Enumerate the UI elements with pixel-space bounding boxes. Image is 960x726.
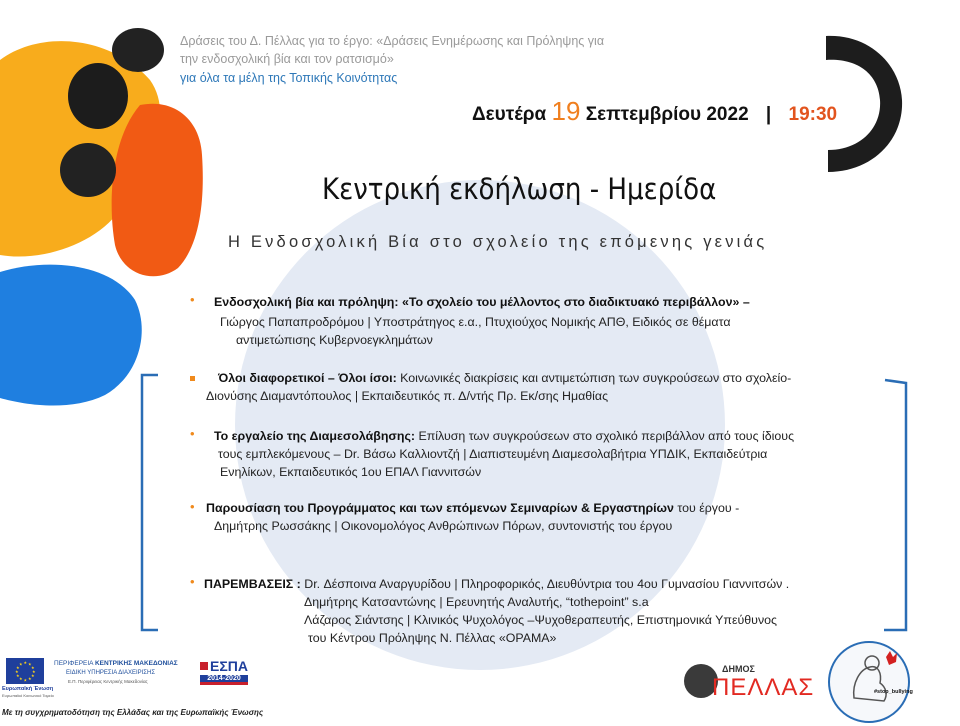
program-item-2-heading: Όλοι διαφορετικοί – Όλοι ίσοι: <box>218 371 397 385</box>
region-line-3: Ε.Π. Περιφέρειας Κεντρικής Μακεδονίας <box>68 679 148 684</box>
dark-stone-top <box>112 28 164 72</box>
svg-text:★: ★ <box>31 665 35 670</box>
header-line-1: Δράσεις του Δ. Πέλλας για το έργο: «Δράσεις Ενημέρωσης και Πρόληψης για <box>180 34 605 48</box>
program-item-5-rest: Dr. Δέσποινα Αναργυρίδου | Πληροφορικός, Διευθύντρια του 4ου Γυμνασίου Γιαννιτσών . <box>300 577 790 591</box>
svg-text:★: ★ <box>19 676 23 681</box>
eu-caption: Ευρωπαϊκή Ένωση <box>2 686 54 692</box>
espa-mark-icon <box>200 662 208 670</box>
program-item-5-heading: ΠΑΡΕΜΒΑΣΕΙΣ : <box>204 577 301 591</box>
crouching-child-icon <box>830 643 908 721</box>
program-item-2-title <box>218 370 791 387</box>
date-day: 19 <box>551 96 581 126</box>
right-bracket <box>884 380 906 630</box>
program-item-1-line3: αντιμετώπισης Κυβερνοεγκλημάτων <box>236 333 433 347</box>
program-item-3-title <box>214 428 794 445</box>
program-item-1-title <box>214 294 750 311</box>
bullet-5: • <box>190 574 195 589</box>
stop-bullying-logo <box>828 641 913 723</box>
blue-blob <box>0 265 142 406</box>
program-item-5-title <box>204 576 789 593</box>
page-subtitle: Η Ενδοσχολική Βία στο σχολείο της επόμενης γενιάς <box>228 233 768 251</box>
header-line-3: για όλα τα μέλη της Τοπικής Κοινότητας <box>180 71 398 85</box>
region-name: ΚΕΝΤΡΙΚΗΣ ΜΑΚΕΔΟΝΙΑΣ <box>94 660 178 667</box>
program-item-3-rest: Επίλυση των συγκρούσεων στο σχολικό περιβάλλον από τους ίδιους <box>415 429 795 443</box>
program-item-4-line2: Δημήτρης Ρωσσάκης | Οικονομολόγος Ανθρώπινων Πόρων, συντονιστής του έργου <box>214 519 673 533</box>
dimos-label: ΔΗΜΟΣ <box>722 664 755 674</box>
dark-stone-bottom <box>60 143 116 197</box>
stop-bullying-tag: #stop_bullying <box>874 689 913 695</box>
eu-flag-icon <box>6 658 44 684</box>
eu-flag-logo <box>6 658 44 684</box>
orange-stone <box>112 104 203 277</box>
espa-years: 2014-2020 <box>200 675 248 682</box>
date-weekday: Δευτέρα <box>472 104 547 125</box>
svg-text:★: ★ <box>23 660 28 665</box>
funding-note: Με τη συγχρηματοδότηση της Ελλάδας και της Ευρωπαϊκής Ένωσης <box>2 708 264 717</box>
left-bracket <box>142 375 158 630</box>
program-item-4-rest: του έργου - <box>673 501 740 515</box>
region-line-1 <box>54 660 178 667</box>
region-line-2: ΕΙΔΙΚΗ ΥΠΗΡΕΣΙΑ ΔΙΑΧΕΙΡΙΣΗΣ <box>66 670 156 676</box>
header-line-2: την ενδοσχολική βία και τον ρατσισμό» <box>180 52 394 66</box>
svg-text:★: ★ <box>32 669 36 674</box>
svg-text:★: ★ <box>23 677 28 683</box>
svg-text:★: ★ <box>16 673 20 678</box>
bullet-2 <box>190 376 195 381</box>
espa-logo <box>200 658 250 688</box>
program-item-3-line3: Ενηλίκων, Εκπαιδευτικός 1ου ΕΠΑΛ Γιαννιτσών <box>220 465 482 479</box>
svg-text:★: ★ <box>31 673 35 678</box>
program-item-2-line2: Διονύσης Διαμαντόπουλος | Εκπαιδευτικός π. Δ/ντής Πρ. Εκ/σης Ημαθίας <box>206 389 609 403</box>
program-item-5-line4: του Κέντρου Πρόληψης Ν. Πέλλας «ΟΡΑΜΑ» <box>308 631 557 645</box>
black-arc <box>826 36 902 172</box>
event-time: 19:30 <box>788 104 838 125</box>
bullet-4: • <box>190 499 195 514</box>
espa-stripe <box>200 682 248 685</box>
program-item-2-rest: Κοινωνικές διακρίσεις και αντιμετώπιση των συγκρούσεων στο σχολείο- <box>396 371 792 385</box>
program-item-5-line2: Δημήτρης Κατσαντώνης | Ερευνητής Αναλυτής, “tothepoint” s.a <box>304 595 649 609</box>
program-item-5-line3: Λάζαρος Σιάντσης | Κλινικός Ψυχολόγος –Ψυχοθεραπευτής, Επιστημονικά Υπεύθυνος <box>304 613 777 627</box>
svg-text:★: ★ <box>15 669 19 674</box>
svg-text:★: ★ <box>28 661 32 667</box>
bullet-3: • <box>190 426 195 441</box>
region-prefix: ΠΕΡΙΦΕΡΕΙΑ <box>54 660 95 667</box>
program-item-3-line2: τους εμπλεκόμενους – Dr. Βάσω Καλλιοντζή | Διαπιστευμένη Διαμεσολαβήτρια ΥΠΔΙΚ, Εκπαιδεύτρια <box>218 447 768 461</box>
program-item-4-heading: Παρουσίαση του Προγράμματος και των επόμενων Σεμιναρίων & Εργαστηρίων <box>206 501 674 515</box>
eu-caption-2: Ευρωπαϊκό Κοινωνικό Ταμείο <box>2 693 54 698</box>
svg-text:★: ★ <box>19 661 23 667</box>
page-title: Κεντρική εκδήλωση - Ημερίδα <box>322 172 717 206</box>
program-item-4-title <box>206 500 739 517</box>
svg-text:★: ★ <box>28 676 32 681</box>
svg-text:★: ★ <box>16 665 20 670</box>
bullet-1: • <box>190 292 195 307</box>
dark-stone-middle <box>68 63 128 129</box>
date-month-year: Σεπτεμβρίου 2022 <box>585 104 749 125</box>
program-item-3-heading: Το εργαλείο της Διαμεσολάβησης: <box>214 429 416 443</box>
date-separator: | <box>765 104 772 125</box>
dimos-name: ΠΕΛΛΑΣ <box>712 674 815 701</box>
espa-label: ΕΣΠΑ <box>210 658 248 674</box>
event-date <box>472 96 837 127</box>
program-item-1-heading: Ενδοσχολική βία και πρόληψη: «Το σχολείο του μέλλοντος στο διαδικτυακό περιβάλλον» – <box>214 295 750 309</box>
program-item-1-line2: Γιώργος Παπαπροδρόμου | Υποστράτηγος ε.α., Πτυχιούχος Νομικής ΑΠΘ, Ειδικός σε θέματα <box>220 315 731 329</box>
